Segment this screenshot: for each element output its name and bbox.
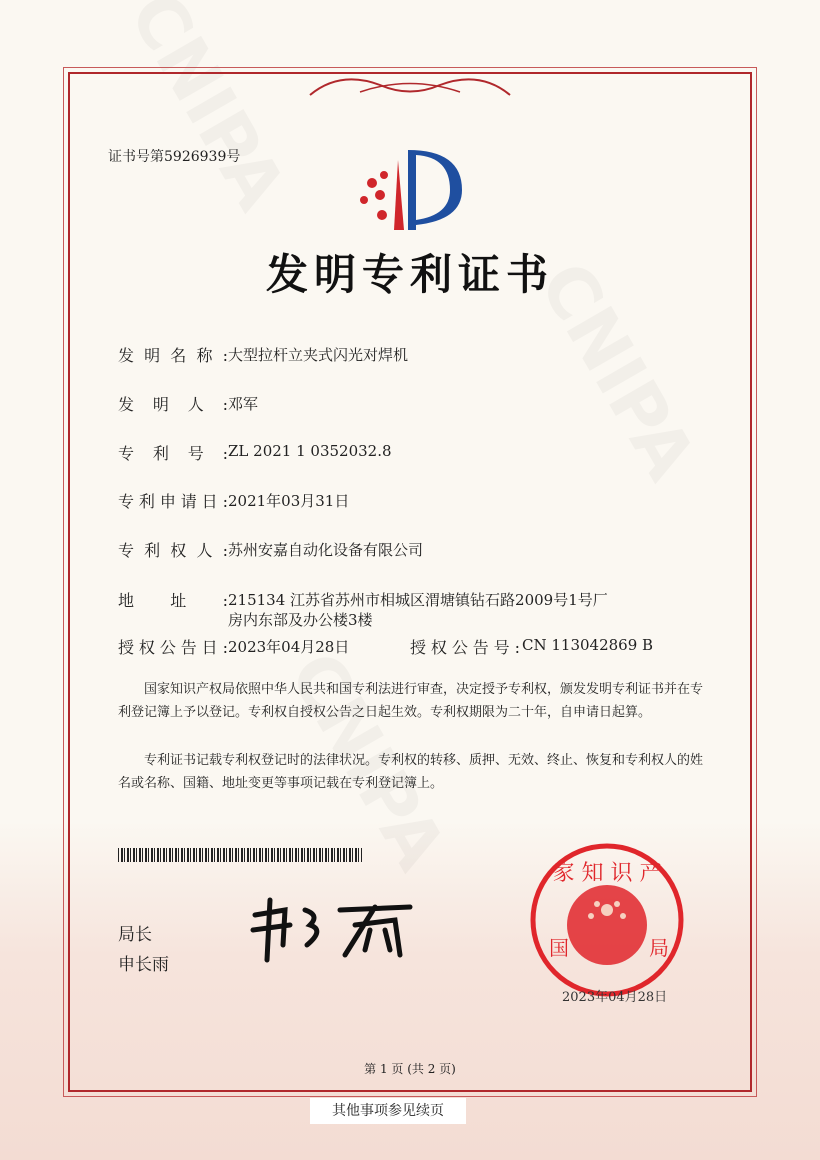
certificate-title: 发明专利证书 bbox=[265, 250, 554, 299]
page-info: 第 1 页 (共 2 页) bbox=[364, 1062, 456, 1076]
ornament-icon bbox=[300, 70, 520, 100]
barcode bbox=[118, 848, 362, 862]
field-label: 发明名称: bbox=[118, 346, 228, 365]
field-label: 专利申请日: bbox=[118, 492, 228, 511]
field-label: 专利权人: bbox=[118, 541, 228, 560]
field-label: 授权公告号: bbox=[410, 638, 520, 657]
inventor: 邓军 bbox=[228, 395, 259, 413]
continued-note: 其他事项参见续页 bbox=[310, 1098, 466, 1124]
field-label: 地址: bbox=[118, 591, 228, 610]
publication-number: CN 113042869 B bbox=[522, 636, 654, 654]
cnipa-logo-icon bbox=[350, 145, 470, 235]
field-label: 专利号: bbox=[118, 444, 228, 463]
application-date: 2021年03月31日 bbox=[228, 492, 350, 510]
address-line1: 215134 江苏省苏州市相城区渭塘镇钻石路2009号1号厂 bbox=[228, 591, 608, 609]
invention-name: 大型拉杆立夹式闪光对焊机 bbox=[228, 346, 409, 364]
signer-title: 局长 bbox=[118, 925, 152, 945]
signer-name: 申长雨 bbox=[118, 955, 169, 975]
grant-date: 2023年04月28日 bbox=[228, 638, 350, 656]
field-label: 授权公告日: bbox=[118, 638, 228, 657]
seal-date: 2023年04月28日 bbox=[562, 990, 668, 1005]
certificate-number: 证书号第5926939号 bbox=[108, 149, 241, 165]
svg-text:家 知 识 产: 家 知 识 产 bbox=[552, 861, 662, 886]
field-label: 发明人: bbox=[118, 395, 228, 414]
patentee: 苏州安嘉自动化设备有限公司 bbox=[228, 541, 424, 559]
svg-text:国: 国 bbox=[549, 936, 569, 960]
svg-text:局: 局 bbox=[649, 936, 669, 960]
paragraph: 专利证书记载专利权登记时的法律状况。专利权的转移、质押、无效、终止、恢复和专利权人的姓名或名称、国籍、地址变更等事项记载在专利登记簿上。 bbox=[118, 753, 704, 791]
patent-number: ZL 2021 1 0352032.8 bbox=[228, 442, 392, 460]
paragraph: 国家知识产权局依照中华人民共和国专利法进行审查，决定授予专利权，颁发发明专利证书并在专利登记簿上予以登记。专利权自授权公告之日起生效。专利权期限为二十年，自申请日起算。 bbox=[118, 682, 704, 720]
signature-image bbox=[245, 895, 425, 965]
official-seal bbox=[527, 840, 687, 1000]
address-line2: 房内东部及办公楼3楼 bbox=[228, 611, 373, 629]
